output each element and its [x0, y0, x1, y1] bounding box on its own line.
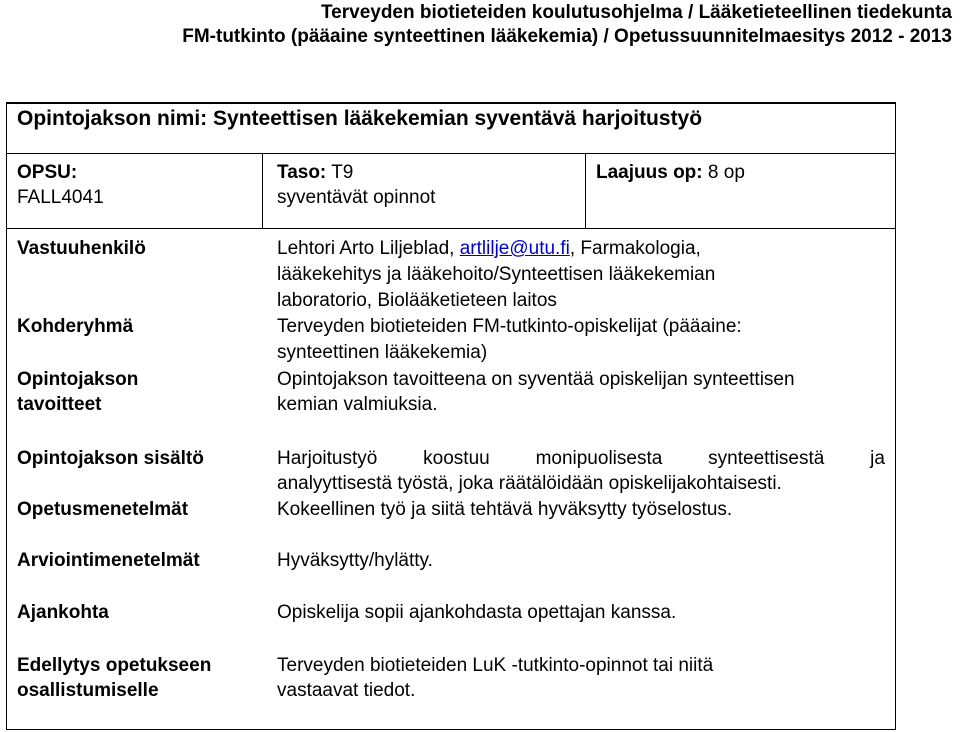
course-table: [6, 102, 896, 730]
edellytys-line1: Terveyden biotieteiden LuK -tutkinto-opinnot tai niitä: [277, 655, 714, 676]
email-link[interactable]: artlilje@utu.fi: [459, 238, 570, 259]
sisalto-word: ja: [870, 448, 885, 469]
sisalto-word: koostuu: [423, 448, 490, 469]
arviointimenetelmat-label: Arviointimenetelmät: [17, 550, 200, 571]
vastuuhenkilo-label: Vastuuhenkilö: [17, 238, 146, 259]
document-header-line2: FM-tutkinto (pääaine synteettinen lääkekemia) / Opetussuunnitelmaesitys 2012 - 2013: [182, 26, 952, 47]
taso-label: Taso:: [277, 162, 327, 183]
table-divider-title: [6, 153, 896, 154]
sisalto-word: Harjoitustyö: [277, 448, 378, 469]
ajankohta-label: Ajankohta: [17, 602, 109, 623]
table-divider-opsu: [262, 153, 263, 229]
course-name-value: Synteettisen lääkekemian syventävä harjoitustyö: [213, 107, 703, 130]
vastuuhenkilo-name: Lehtori Arto Liljeblad,: [277, 238, 460, 259]
kohderyhma-line2: synteettinen lääkekemia): [277, 342, 488, 363]
kohderyhma-line1: Terveyden biotieteiden FM-tutkinto-opiskelijat (pääaine:: [277, 316, 742, 337]
taso-row: [277, 160, 353, 185]
vastuuhenkilo-line1: [277, 236, 701, 261]
arviointimenetelmat-value: Hyväksytty/hylätty.: [277, 550, 433, 571]
table-divider-laajuus: [585, 153, 586, 229]
opetusmenetelmat-label: Opetusmenetelmät: [17, 499, 189, 520]
table-divider-header: [6, 228, 896, 229]
taso-description: syventävät opinnot: [277, 187, 436, 208]
edellytys-line2: vastaavat tiedot.: [277, 680, 416, 701]
vastuuhenkilo-line2: lääkekehitys ja lääkehoito/Synteettisen lääkekemian: [277, 264, 716, 285]
course-name-row: [17, 106, 702, 132]
course-name-label: Opintojakson nimi:: [17, 107, 208, 130]
sisalto-line2: analyyttisestä työstä, joka räätälöidään opiskelijakohtaisesti.: [277, 473, 782, 494]
tavoitteet-label-line1: Opintojakson: [17, 369, 139, 390]
vastuuhenkilo-line3: laboratorio, Biolääketieteen laitos: [277, 290, 557, 311]
sisalto-word: synteettisestä: [708, 448, 825, 469]
kohderyhma-label: Kohderyhmä: [17, 316, 134, 337]
opetusmenetelmat-value: Kokeellinen työ ja siitä tehtävä hyväksytty työselostus.: [277, 499, 733, 520]
vastuuhenkilo-unit: , Farmakologia,: [569, 238, 701, 259]
edellytys-label-line1: Edellytys opetukseen: [17, 655, 212, 676]
sisalto-word: monipuolisesta: [535, 448, 663, 469]
laajuus-row: [596, 160, 745, 185]
tavoitteet-label-line2: tavoitteet: [17, 394, 102, 415]
edellytys-label-line2: osallistumiselle: [17, 680, 159, 701]
document-header-line1: Terveyden biotieteiden koulutusohjelma / Lääketieteellinen tiedekunta: [320, 2, 952, 23]
sisalto-line1: [277, 446, 885, 471]
laajuus-label: Laajuus op:: [596, 162, 703, 183]
laajuus-value: 8 op: [707, 162, 745, 183]
sisalto-label: Opintojakson sisältö: [17, 448, 204, 469]
ajankohta-value: Opiskelija sopii ajankohdasta opettajan kanssa.: [277, 602, 677, 623]
opsu-label: OPSU:: [17, 162, 78, 183]
tavoitteet-line2: kemian valmiuksia.: [277, 394, 438, 415]
opsu-value: FALL4041: [17, 187, 104, 208]
taso-value: T9: [331, 162, 354, 183]
tavoitteet-line1: Opintojakson tavoitteena on syventää opiskelijan synteettisen: [277, 369, 795, 390]
